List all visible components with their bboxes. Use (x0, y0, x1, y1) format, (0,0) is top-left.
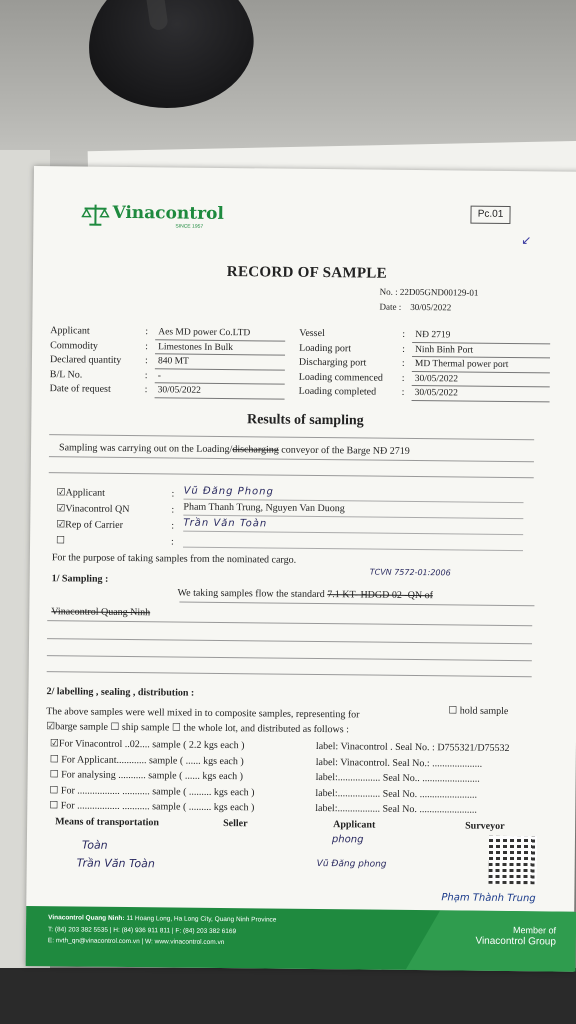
info-left-block (50, 324, 286, 399)
table-row: ☐ For ................. ........... sample ( ......... kgs each ) label:................. Seal No. ....................... (49, 784, 478, 801)
surveyor-header: Surveyor (465, 820, 505, 832)
party-row: ☑Rep of Carrier : Trần Văn Toàn (56, 514, 523, 535)
footer-group: Vinacontrol Group (475, 935, 556, 948)
record-of-sample-document (26, 166, 576, 972)
hold-sample-option: ☐ hold sample (448, 705, 509, 717)
info-row: Commodity : Limestones In Bulk (50, 339, 285, 356)
results-title: Results of sampling (246, 412, 364, 429)
divider (179, 602, 534, 607)
divider (47, 655, 532, 661)
record-number: No. : 22D05GND00129-01 (379, 286, 479, 298)
footer-contact: E: nvth_qn@vinacontrol.com.vn | W: www.vinacontrol.com.vn (47, 937, 225, 947)
table-row: ☐ For ................. ........... sample ( ......... kgs each ) label:................. Seal No. ....................... (49, 800, 477, 816)
labelling-heading: 2/ labelling , sealing , distribution : (46, 686, 195, 699)
info-right-block (299, 327, 551, 402)
distribution-table (49, 738, 536, 821)
info-row: Loading port : Ninh Binh Port (299, 341, 550, 358)
company-since: SINCE 1957 (175, 223, 204, 230)
info-row: Discharging port : MD Thermal power port (299, 356, 550, 373)
info-row: Loading commenced : 30/05/2022 (299, 370, 550, 387)
mixed-text: The above samples were well mixed in to composite samples, representing for (46, 706, 360, 721)
table-row: ☑For Vinacontrol ..02.... sample ( 2.2 kgs each ) label: Vinacontrol . Seal No. : D755321/D75532 (49, 738, 510, 755)
applicant-header: Applicant (333, 819, 376, 831)
check-mark-icon: ↙ (521, 233, 532, 248)
sampling-standard: We taking samples flow the standard 7.1 KT- HDGD 02 -QN of (177, 587, 434, 602)
sample-options: ☑barge sample ☐ ship sample ☐ the whole lot, and distributed as follows : (46, 721, 349, 736)
record-date: Date : 30/05/2022 (379, 301, 452, 313)
party-row: ☐ : (56, 530, 523, 551)
table-row: ☐ For analysing ........... sample ( ...... kgs each ) label:................. Seal No.. ....................... (49, 769, 480, 785)
info-row: B/L No. : - (50, 368, 285, 385)
parties-block (56, 482, 524, 551)
sampling-carry-line: Sampling was carrying out on the Loading/discharging conveyor of the Barge NĐ 2719 (58, 442, 410, 457)
table-row: ☐ For Applicant............ sample ( ...... kgs each ) label: Vinacontrol. Seal No.: .................... (49, 753, 483, 770)
info-row: Date of request : 30/05/2022 (50, 382, 285, 399)
info-row: Vessel : NĐ 2719 (299, 327, 550, 344)
divider (49, 456, 534, 462)
footer-address: Vinacontrol Quang Ninh: 11 Hoang Long, Ha Long City, Quang Ninh Province (48, 914, 277, 924)
document-title: RECORD OF SAMPLE (226, 264, 388, 282)
applicant-name: Vũ Đăng phong (316, 858, 387, 870)
page-code: Pc.01 (470, 206, 510, 224)
qr-code (489, 836, 538, 885)
transport-header: Means of transportation (55, 816, 160, 829)
company-name: Vinacontrol (112, 202, 225, 224)
sampling-heading: 1/ Sampling : (51, 573, 109, 585)
transport-name: Trần Văn Toàn (76, 856, 155, 871)
info-row: Declared quantity : 840 MT (50, 353, 285, 370)
footer (26, 906, 575, 972)
seller-header: Seller (223, 818, 248, 830)
applicant-signature: phong (331, 834, 364, 846)
transport-signature: Toàn (81, 838, 108, 852)
purpose-text: For the purpose of taking samples from the nominated cargo. (51, 552, 297, 566)
footer-phones: T: (84) 203 382 5535 | H: (84) 936 911 811 | F: (84) 203 382 6169 (47, 926, 237, 936)
tcvn-note: TCVN 7572-01:2006 (369, 567, 451, 578)
divider (47, 671, 532, 677)
footer-member: Member of (512, 925, 557, 936)
divider (47, 638, 532, 644)
party-row: ☑Applicant : Vũ Đăng Phong (57, 482, 524, 503)
info-row: Applicant : Aes MD power Co.LTD (50, 324, 285, 341)
divider (49, 472, 534, 478)
desk-bottom (0, 968, 576, 1024)
scales-icon (81, 203, 109, 227)
divider (49, 434, 534, 440)
struck-vinacontrol-qn: Vinacontrol Quang Ninh (51, 606, 151, 619)
info-row: Loading completed : 30/05/2022 (299, 385, 550, 402)
divider (47, 620, 532, 626)
party-row: ☑Vinacontrol QN : Pham Thanh Trung, Nguyen Van Duong (56, 498, 523, 519)
surveyor-name: Phạm Thành Trung (441, 892, 536, 905)
